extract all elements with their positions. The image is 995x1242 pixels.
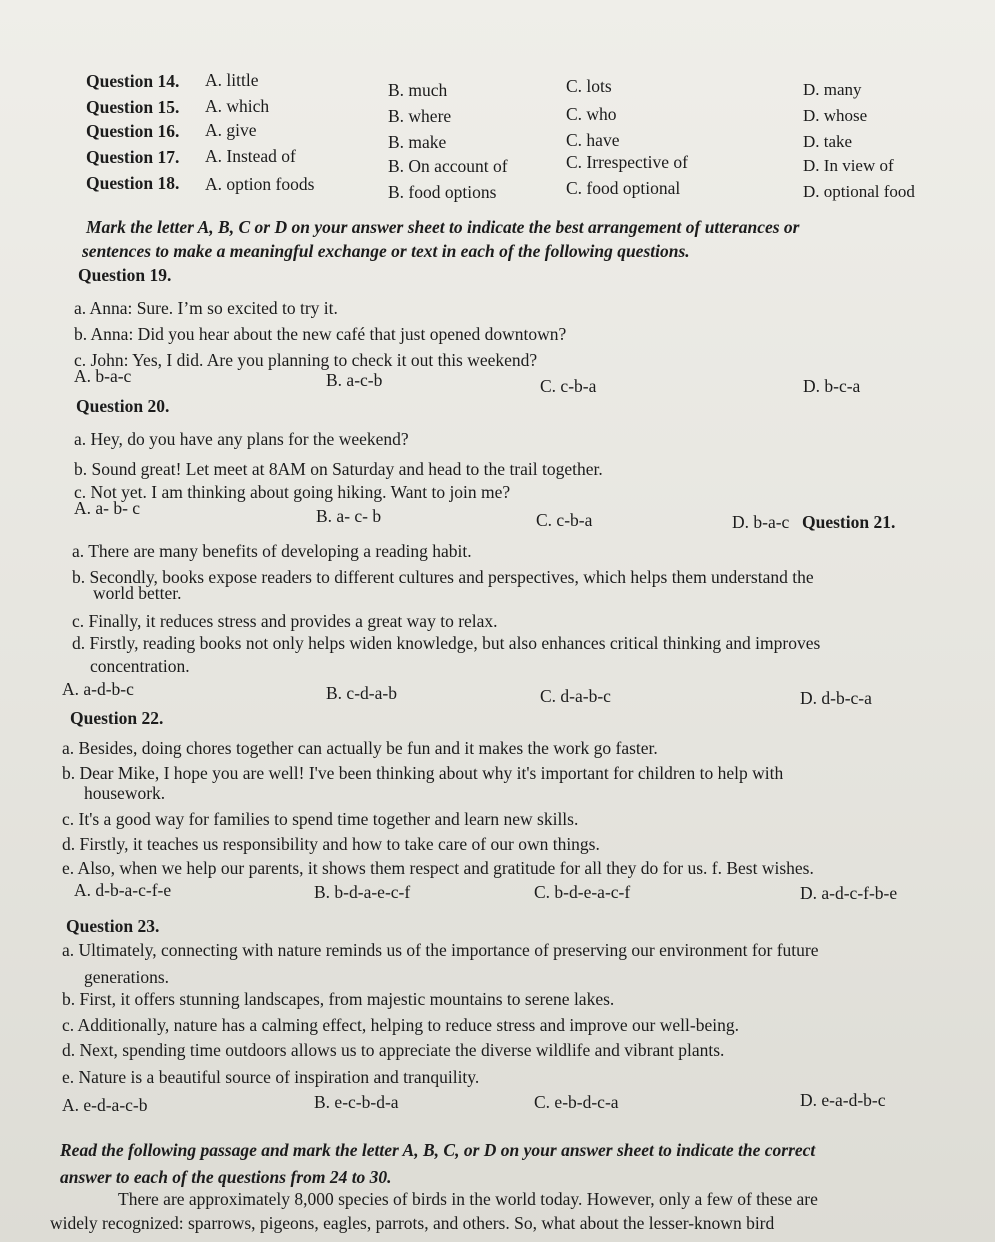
question-22-title: Question 22. [70,708,164,728]
option-d: D. b-c-a [803,376,861,396]
sentence-a-cont: generations. [84,967,170,987]
sentence-b: b. Secondly, books expose readers to different cultures and perspectives, which helps them understand the [72,567,814,587]
option-c: C. c-b-a [536,510,593,530]
option-a: A. b-a-c [74,366,132,386]
instruction-line: Read the following passage and mark the letter A, B, C, or D on your answer sheet to indicate the correct [60,1140,816,1160]
option-b: B. food options [388,182,497,202]
option-c: C. d-a-b-c [540,686,611,706]
option-a: A. option foods [205,174,315,194]
question-21-title: Question 21. [802,512,896,532]
option-c: C. have [566,130,620,150]
option-c: C. c-b-a [540,376,597,396]
option-b: B. e-c-b-d-a [314,1092,399,1112]
option-a: A. a- b- c [74,498,141,518]
instruction-line: sentences to make a meaningful exchange or text in each of the following questions. [82,241,690,261]
utterance-c: c. John: Yes, I did. Are you planning to check it out this weekend? [74,350,538,370]
option-d: D. whose [803,106,868,125]
question-label: Question 17. [86,147,180,167]
question-label: Question 16. [86,121,180,141]
sentence-b-cont: world better. [93,583,182,603]
sentence-a: a. Ultimately, connecting with nature reminds us of the importance of preserving our environment for future [62,940,819,960]
sentence-d-cont: concentration. [90,656,190,676]
sentence-b-cont: housework. [84,783,166,803]
option-c: C. e-b-d-c-a [534,1092,619,1112]
sentence-b: b. Dear Mike, I hope you are well! I've been thinking about why it's important for children to help with [62,763,784,783]
sentence-b: b. First, it offers stunning landscapes, from majestic mountains to serene lakes. [62,989,615,1009]
utterance-a: a. Hey, do you have any plans for the weekend? [74,429,409,449]
sentence-e-f: e. Also, when we help our parents, it shows them respect and gratitude for all they do for us. f. Best wishes. [62,858,814,878]
option-b: B. c-d-a-b [326,683,397,703]
option-a: A. d-b-a-c-f-e [74,880,172,900]
option-d: D. e-a-d-b-c [800,1090,886,1110]
option-d: D. optional food [803,182,915,201]
sentence-c: c. Finally, it reduces stress and provides a great way to relax. [72,611,498,631]
option-c: C. b-d-e-a-c-f [534,882,631,902]
option-a: A. little [205,70,259,90]
sentence-c: c. It's a good way for families to spend time together and learn new skills. [62,809,579,829]
option-d: D. a-d-c-f-b-e [800,883,898,903]
question-label: Question 14. [86,71,180,91]
option-a: A. a-d-b-c [62,679,134,699]
utterance-c: c. Not yet. I am thinking about going hiking. Want to join me? [74,482,511,502]
question-19-title: Question 19. [78,265,172,285]
sentence-a: a. There are many benefits of developing a reading habit. [72,541,472,561]
option-c: C. food optional [566,178,681,198]
question-23-title: Question 23. [66,916,160,936]
sentence-d: d. Next, spending time outdoors allows us to appreciate the diverse wildlife and vibrant plants. [62,1040,725,1060]
sentence-c: c. Additionally, nature has a calming effect, helping to reduce stress and improve our well-being. [62,1015,739,1035]
option-b: B. b-d-a-e-c-f [314,882,411,902]
option-b: B. where [388,106,452,126]
option-b: B. On account of [388,156,508,176]
utterance-a: a. Anna: Sure. I’m so excited to try it. [74,298,338,318]
option-a: A. e-d-a-c-b [62,1095,148,1115]
utterance-b: b. Sound great! Let meet at 8AM on Saturday and head to the trail together. [74,459,603,479]
instruction-line: Mark the letter A, B, C or D on your answer sheet to indicate the best arrangement of utterances or [86,217,800,237]
option-a: A. give [205,120,257,140]
sentence-a: a. Besides, doing chores together can actually be fun and it makes the work go faster. [62,738,658,758]
option-b: B. a- c- b [316,506,382,526]
utterance-b: b. Anna: Did you hear about the new café that just opened downtown? [74,324,567,344]
question-label: Question 15. [86,97,180,117]
question-20-title: Question 20. [76,396,170,416]
option-b: B. much [388,80,448,100]
option-d: D. b-a-c [732,512,790,532]
option-d: D. In view of [803,156,894,175]
option-a: A. which [205,96,270,116]
option-d: D. take [803,132,853,151]
option-d: D. many [803,80,862,99]
option-c: C. Irrespective of [566,152,688,172]
option-b: B. a-c-b [326,370,383,390]
option-c: C. lots [566,76,612,96]
option-d: D. d-b-c-a [800,688,872,708]
option-a: A. Instead of [205,146,296,166]
sentence-e: e. Nature is a beautiful source of inspiration and tranquility. [62,1067,480,1087]
question-label: Question 18. [86,173,180,193]
passage-line: widely recognized: sparrows, pigeons, eagles, parrots, and others. So, what about the lesser-known bird [50,1213,775,1233]
option-c: C. who [566,104,617,124]
passage-line: There are approximately 8,000 species of birds in the world today. However, only a few of these are [118,1189,818,1209]
sentence-d: d. Firstly, it teaches us responsibility and how to take care of our own things. [62,834,600,854]
sentence-d: d. Firstly, reading books not only helps widen knowledge, but also enhances critical thinking and improves [72,633,821,653]
option-b: B. make [388,132,447,152]
instruction-line: answer to each of the questions from 24 to 30. [60,1167,392,1187]
